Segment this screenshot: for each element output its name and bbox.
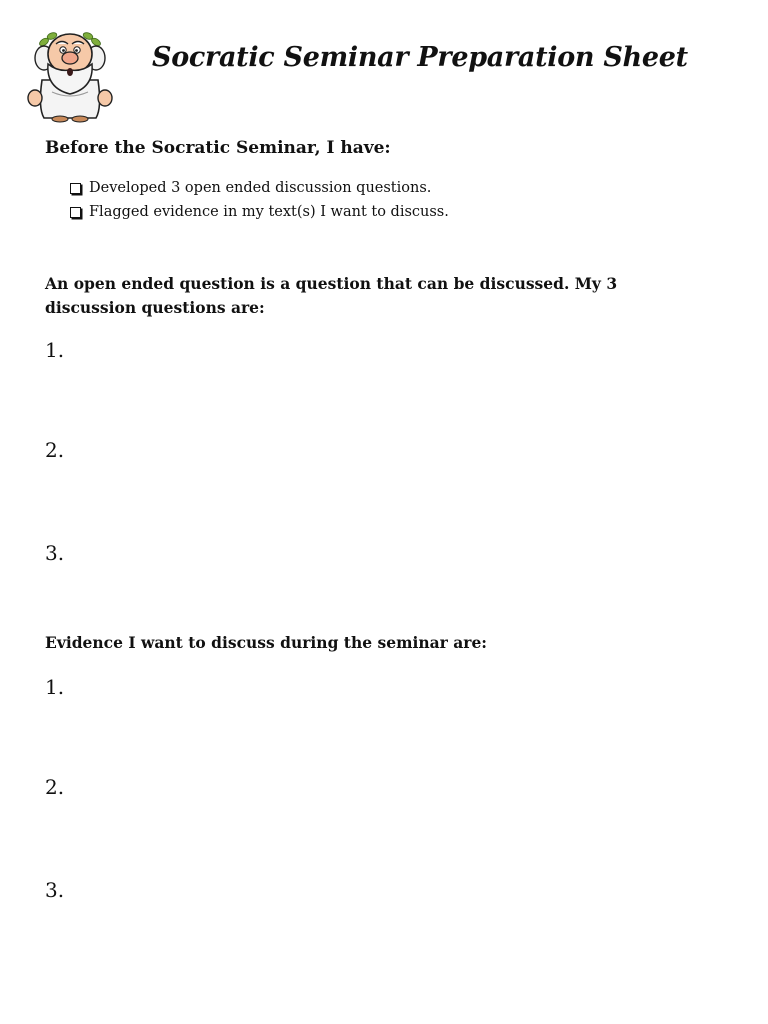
- checklist-item-label: Developed 3 open ended discussion questions.: [89, 180, 432, 196]
- before-seminar-heading: Before the Socratic Seminar, I have:: [45, 138, 391, 158]
- discussion-questions-heading: An open ended question is a question that can be discussed. My 3 discussion questions are:: [45, 274, 618, 317]
- checklist-item-label: Flagged evidence in my text(s) I want to discuss.: [89, 204, 449, 220]
- evidence-number-2: 2.: [45, 775, 65, 799]
- evidence-number-3: 3.: [45, 878, 65, 902]
- checkbox-icon[interactable]: [70, 207, 81, 218]
- question-number-2: 2.: [45, 438, 65, 462]
- page-title: Socratic Seminar Preparation Sheet: [152, 42, 688, 73]
- checklist-item: [70, 176, 449, 200]
- question-number-1: 1.: [45, 338, 65, 362]
- evidence-number-1: 1.: [45, 675, 65, 699]
- question-number-3: 3.: [45, 541, 65, 565]
- checkbox-icon[interactable]: [70, 183, 81, 194]
- evidence-heading: Evidence I want to discuss during the seminar are:: [45, 633, 488, 652]
- socrates-mascot-icon: [22, 22, 118, 124]
- preparation-checklist: [70, 176, 449, 224]
- checklist-item: [70, 200, 449, 224]
